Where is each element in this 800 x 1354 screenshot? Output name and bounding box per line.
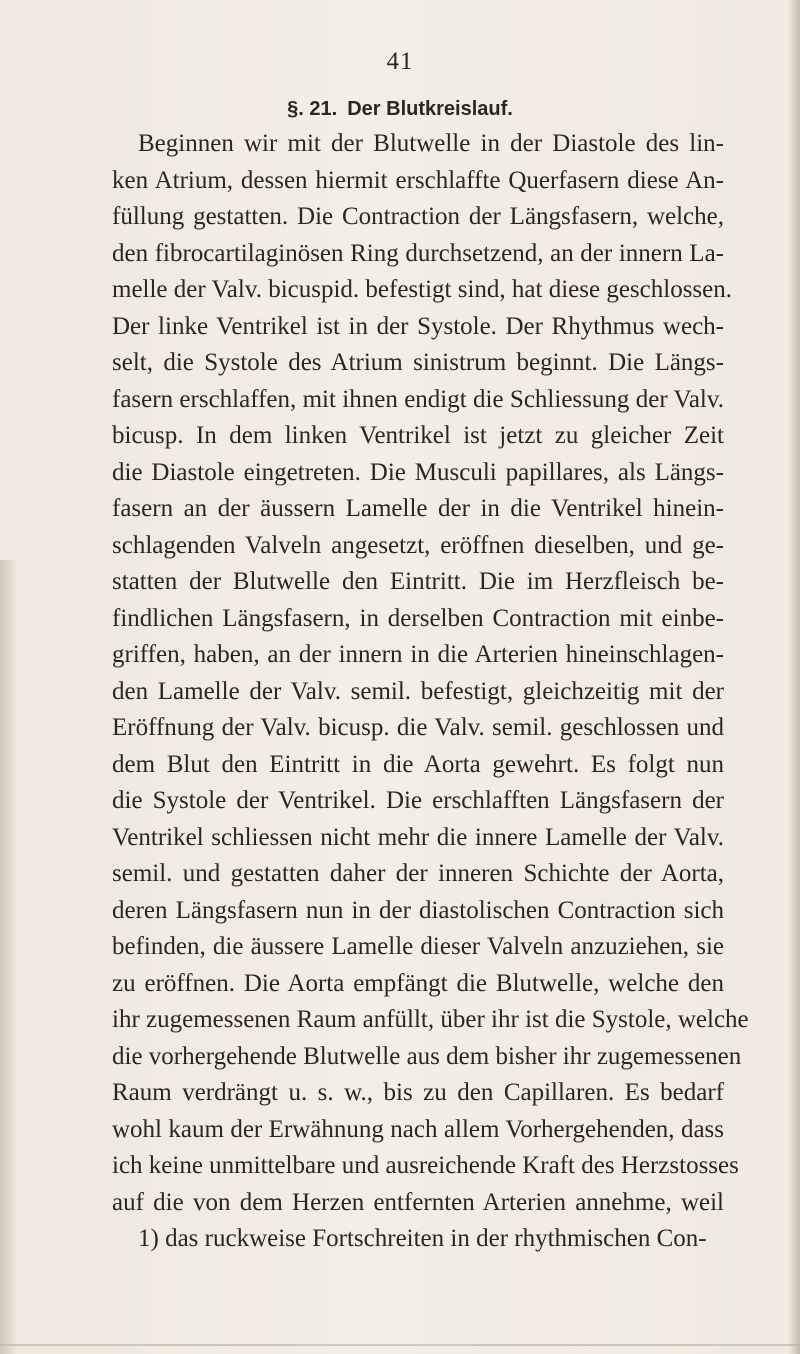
text-line: Eröffnung der Valv. bicusp. die Valv. semil. geschlossen und — [112, 714, 724, 741]
text-line: Beginnen wir mit der Blutwelle in der Diastole des lin- — [138, 130, 724, 157]
text-line: Ventrikel schliessen nicht mehr die innere Lamelle der Valv. — [112, 823, 724, 851]
text-line: griffen, haben, an der innern in die Arterien hineinschlagen- — [112, 641, 724, 668]
text-line: den fibrocartilaginösen Ring durchsetzend, an der innern La- — [112, 239, 724, 267]
text-line: fasern erschlaffen, mit ihnen endigt die Schliessung der Valv. — [112, 385, 724, 413]
text-line: melle der Valv. bicuspid. befestigt sind, hat diese geschlossen. — [112, 276, 733, 303]
text-line: Raum verdrängt u. s. w., bis zu den Capillaren. Es bedarf — [112, 1079, 724, 1106]
section-number: §. 21. — [287, 98, 338, 120]
text-line: semil. und gestatten daher der inneren Schichte der Aorta, — [112, 860, 724, 887]
text-line: wohl kaum der Erwähnung nach allem Vorhergehenden, dass — [112, 1115, 724, 1143]
section-title: Der Blutkreislauf. — [347, 98, 513, 120]
text-line: selt, die Systole des Atrium sinistrum beginnt. Die Längs- — [112, 349, 724, 376]
section-heading — [0, 98, 800, 121]
text-line: die Diastole eingetreten. Die Musculi papillares, als Längs- — [112, 458, 724, 486]
binding-shadow — [0, 560, 18, 1354]
page-edge-shadow — [788, 0, 800, 1354]
text-line: Der linke Ventrikel ist in der Systole. Der Rhythmus wech- — [112, 312, 724, 340]
text-line: fasern an der äussern Lamelle der in die Ventrikel hinein- — [112, 495, 724, 522]
text-line: dem Blut den Eintritt in die Aorta gewehrt. Es folgt nun — [112, 750, 724, 778]
text-line: zu eröffnen. Die Aorta empfängt die Blutwelle, welche den — [112, 969, 724, 997]
text-line: 1) das ruckweise Fortschreiten in der rhythmischen Con- — [138, 1225, 707, 1252]
page-bottom-edge — [0, 1344, 800, 1346]
text-line: ihr zugemessenen Raum anfüllt, über ihr ist die Systole, welche — [112, 1006, 749, 1033]
text-line: schlagenden Valveln angesetzt, eröffnen dieselben, und ge- — [112, 531, 724, 559]
text-line: statten der Blutwelle den Eintritt. Die im Herzfleisch be- — [112, 568, 724, 595]
body-text — [112, 126, 749, 1258]
text-line: befinden, die äussere Lamelle dieser Valveln anzuziehen, sie — [112, 933, 724, 960]
text-line: den Lamelle der Valv. semil. befestigt, gleichzeitig mit der — [112, 677, 724, 705]
text-line: findlichen Längsfasern, in derselben Contraction mit einbe- — [112, 604, 724, 632]
text-line: ken Atrium, dessen hiermit erschlaffte Querfasern diese An- — [112, 166, 724, 194]
text-line: auf die von dem Herzen entfernten Arterien annehme, weil — [112, 1188, 724, 1216]
text-line: füllung gestatten. Die Contraction der Längsfasern, welche, — [112, 203, 724, 230]
text-line: deren Längsfasern nun in der diastolischen Contraction sich — [112, 896, 724, 924]
text-line: bicusp. In dem linken Ventrikel ist jetzt zu gleicher Zeit — [112, 422, 724, 449]
text-line: ich keine unmittelbare und ausreichende Kraft des Herzstosses — [112, 1152, 739, 1179]
text-line: die Systole der Ventrikel. Die erschlafften Längsfasern der — [112, 787, 724, 814]
text-line: die vorhergehende Blutwelle aus dem bisher ihr zugemessenen — [112, 1042, 742, 1070]
page-number: 41 — [386, 48, 414, 75]
